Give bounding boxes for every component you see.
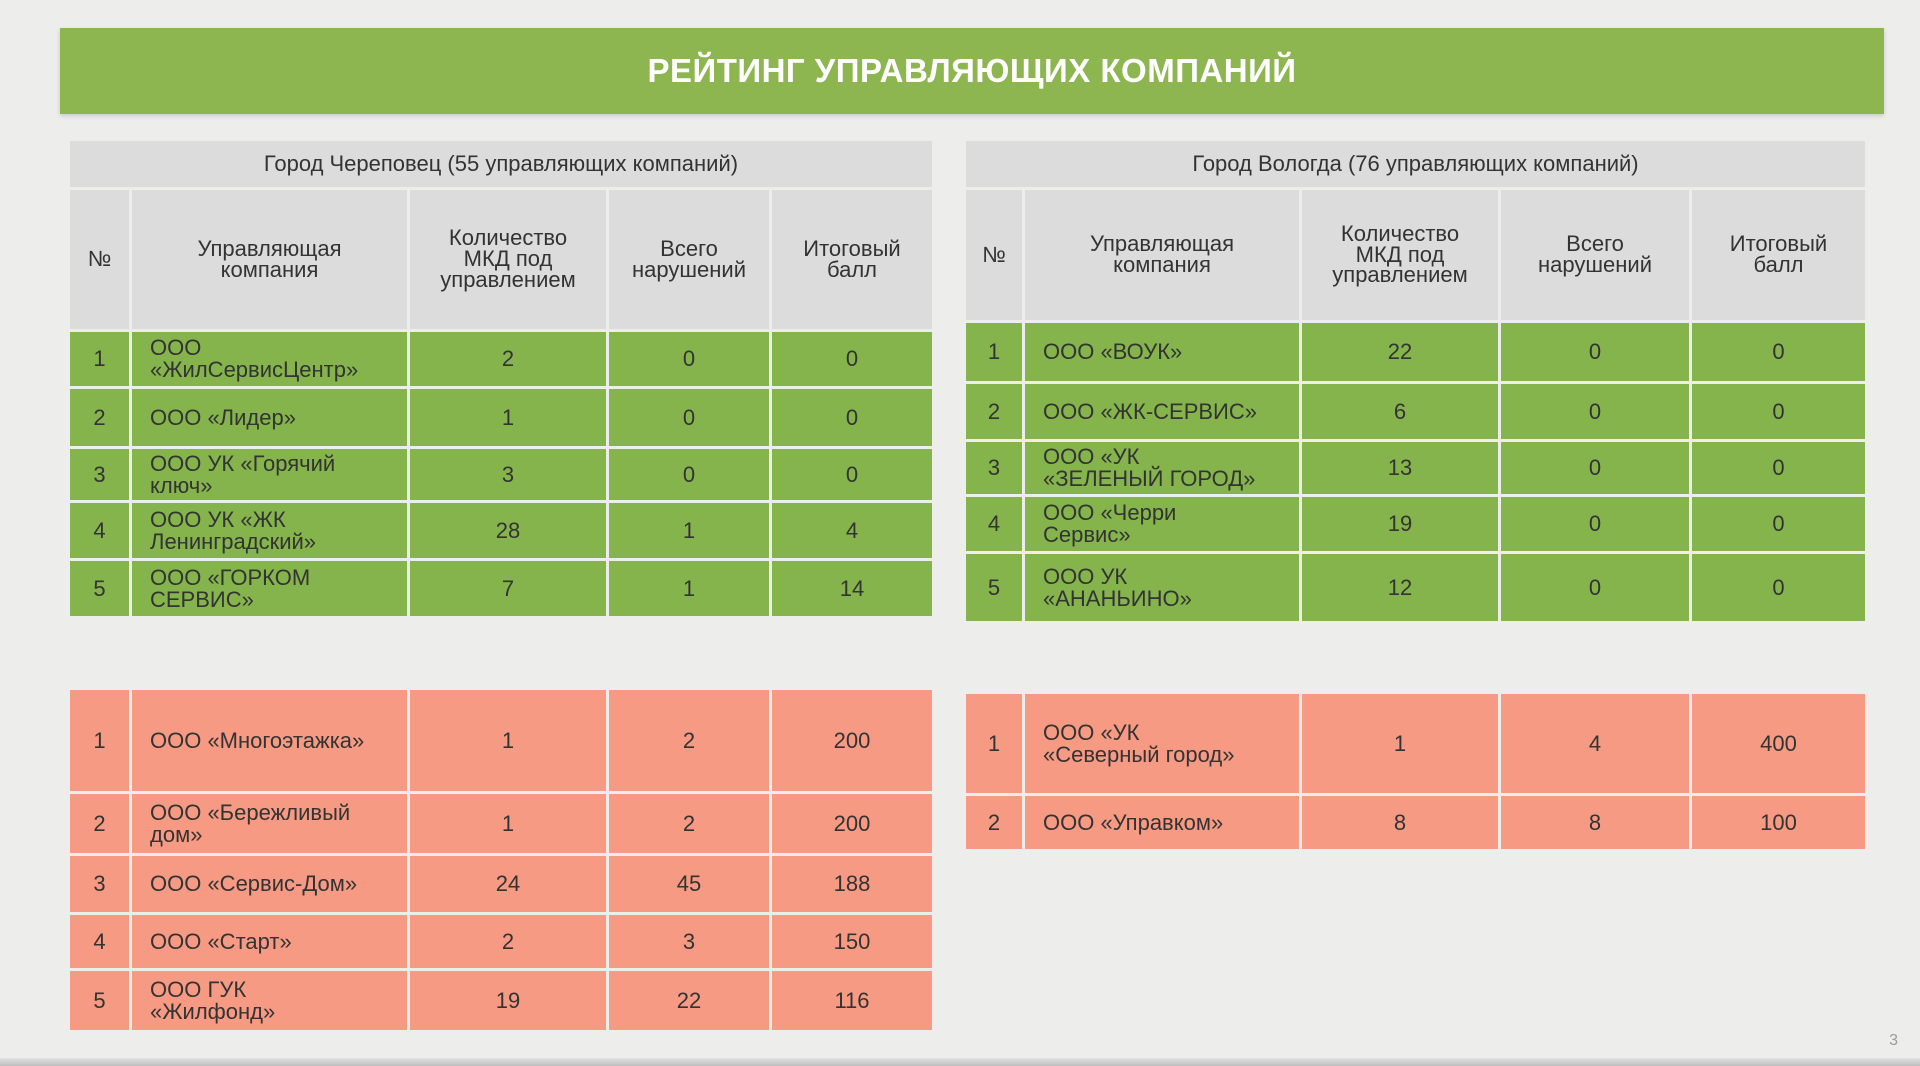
violations-count: 3 xyxy=(609,915,769,968)
column-header-violations: Всего нарушений xyxy=(609,190,769,329)
column-header-company: Управляющая компания xyxy=(132,190,407,329)
company-name: ООО «ЖилСервисЦентр» xyxy=(132,332,407,386)
buildings-count: 2 xyxy=(410,332,606,386)
row-number: 2 xyxy=(70,794,129,853)
buildings-count: 19 xyxy=(1302,497,1498,551)
company-name: ООО «Черри Сервис» xyxy=(1025,497,1299,551)
final-score: 100 xyxy=(1692,796,1865,849)
row-number: 4 xyxy=(70,503,129,558)
buildings-count: 22 xyxy=(1302,323,1498,381)
buildings-count: 1 xyxy=(1302,694,1498,793)
buildings-count: 24 xyxy=(410,856,606,912)
buildings-count: 12 xyxy=(1302,554,1498,621)
row-number: 2 xyxy=(70,389,129,446)
buildings-count: 3 xyxy=(410,449,606,500)
column-header-number: № xyxy=(966,190,1022,320)
company-name: ООО «Сервис-Дом» xyxy=(132,856,407,912)
row-number: 1 xyxy=(966,323,1022,381)
company-name: ООО «Многоэтажка» xyxy=(132,690,407,791)
row-number: 4 xyxy=(70,915,129,968)
row-number: 5 xyxy=(966,554,1022,621)
final-score: 0 xyxy=(1692,323,1865,381)
company-name: ООО УК «Горячий ключ» xyxy=(132,449,407,500)
violations-count: 0 xyxy=(1501,323,1689,381)
final-score: 116 xyxy=(772,971,932,1030)
row-number: 1 xyxy=(966,694,1022,793)
column-header-buildings: Количество МКД под управлением xyxy=(1302,190,1498,320)
row-number: 3 xyxy=(70,856,129,912)
row-number: 5 xyxy=(70,561,129,616)
buildings-count: 8 xyxy=(1302,796,1498,849)
row-number: 3 xyxy=(966,442,1022,494)
vologda-best-table xyxy=(966,141,1868,621)
final-score: 188 xyxy=(772,856,932,912)
violations-count: 2 xyxy=(609,690,769,791)
buildings-count: 6 xyxy=(1302,384,1498,439)
cherepovets-worst-table xyxy=(70,690,932,1030)
violations-count: 0 xyxy=(609,332,769,386)
company-name: ООО ГУК «Жилфонд» xyxy=(132,971,407,1030)
company-name: ООО УК «АНАНЬИНО» xyxy=(1025,554,1299,621)
company-name: ООО «Лидер» xyxy=(132,389,407,446)
buildings-count: 13 xyxy=(1302,442,1498,494)
column-header-score: Итоговый балл xyxy=(772,190,932,329)
violations-count: 22 xyxy=(609,971,769,1030)
violations-count: 1 xyxy=(609,561,769,616)
company-name: ООО «УК «ЗЕЛЕНЫЙ ГОРОД» xyxy=(1025,442,1299,494)
violations-count: 4 xyxy=(1501,694,1689,793)
row-number: 2 xyxy=(966,384,1022,439)
page-number: 3 xyxy=(1889,1032,1898,1049)
final-score: 0 xyxy=(1692,497,1865,551)
page-title: РЕЙТИНГ УПРАВЛЯЮЩИХ КОМПАНИЙ xyxy=(647,52,1297,89)
table-caption: Город Вологда (76 управляющих компаний) xyxy=(966,141,1865,187)
final-score: 0 xyxy=(772,332,932,386)
buildings-count: 1 xyxy=(410,690,606,791)
column-header-buildings: Количество МКД под управлением xyxy=(410,190,606,329)
row-number: 1 xyxy=(70,690,129,791)
column-header-score: Итоговый балл xyxy=(1692,190,1865,320)
buildings-count: 1 xyxy=(410,794,606,853)
column-header-number: № xyxy=(70,190,129,329)
bottom-strip xyxy=(0,1058,1920,1066)
buildings-count: 2 xyxy=(410,915,606,968)
violations-count: 45 xyxy=(609,856,769,912)
violations-count: 8 xyxy=(1501,796,1689,849)
buildings-count: 19 xyxy=(410,971,606,1030)
buildings-count: 7 xyxy=(410,561,606,616)
title-banner xyxy=(60,28,1884,114)
cherepovets-best-table xyxy=(70,141,932,616)
final-score: 200 xyxy=(772,690,932,791)
row-number: 1 xyxy=(70,332,129,386)
final-score: 0 xyxy=(772,449,932,500)
company-name: ООО «ВОУК» xyxy=(1025,323,1299,381)
row-number: 2 xyxy=(966,796,1022,849)
company-name: ООО «ГОРКОМ СЕРВИС» xyxy=(132,561,407,616)
company-name: ООО «ЖК-СЕРВИС» xyxy=(1025,384,1299,439)
violations-count: 2 xyxy=(609,794,769,853)
violations-count: 0 xyxy=(1501,384,1689,439)
row-number: 3 xyxy=(70,449,129,500)
company-name: ООО «Бережливый дом» xyxy=(132,794,407,853)
final-score: 0 xyxy=(1692,554,1865,621)
violations-count: 0 xyxy=(1501,554,1689,621)
vologda-worst-table xyxy=(966,694,1868,849)
violations-count: 0 xyxy=(1501,497,1689,551)
company-name: ООО «Старт» xyxy=(132,915,407,968)
final-score: 200 xyxy=(772,794,932,853)
final-score: 0 xyxy=(1692,384,1865,439)
row-number: 4 xyxy=(966,497,1022,551)
final-score: 0 xyxy=(1692,442,1865,494)
final-score: 4 xyxy=(772,503,932,558)
company-name: ООО «УК «Северный город» xyxy=(1025,694,1299,793)
final-score: 150 xyxy=(772,915,932,968)
column-header-company: Управляющая компания xyxy=(1025,190,1299,320)
row-number: 5 xyxy=(70,971,129,1030)
final-score: 14 xyxy=(772,561,932,616)
final-score: 400 xyxy=(1692,694,1865,793)
company-name: ООО «Управком» xyxy=(1025,796,1299,849)
violations-count: 0 xyxy=(1501,442,1689,494)
buildings-count: 1 xyxy=(410,389,606,446)
column-header-violations: Всего нарушений xyxy=(1501,190,1689,320)
company-name: ООО УК «ЖК Ленинградский» xyxy=(132,503,407,558)
violations-count: 0 xyxy=(609,449,769,500)
final-score: 0 xyxy=(772,389,932,446)
violations-count: 1 xyxy=(609,503,769,558)
buildings-count: 28 xyxy=(410,503,606,558)
table-caption: Город Череповец (55 управляющих компаний) xyxy=(70,141,932,187)
violations-count: 0 xyxy=(609,389,769,446)
